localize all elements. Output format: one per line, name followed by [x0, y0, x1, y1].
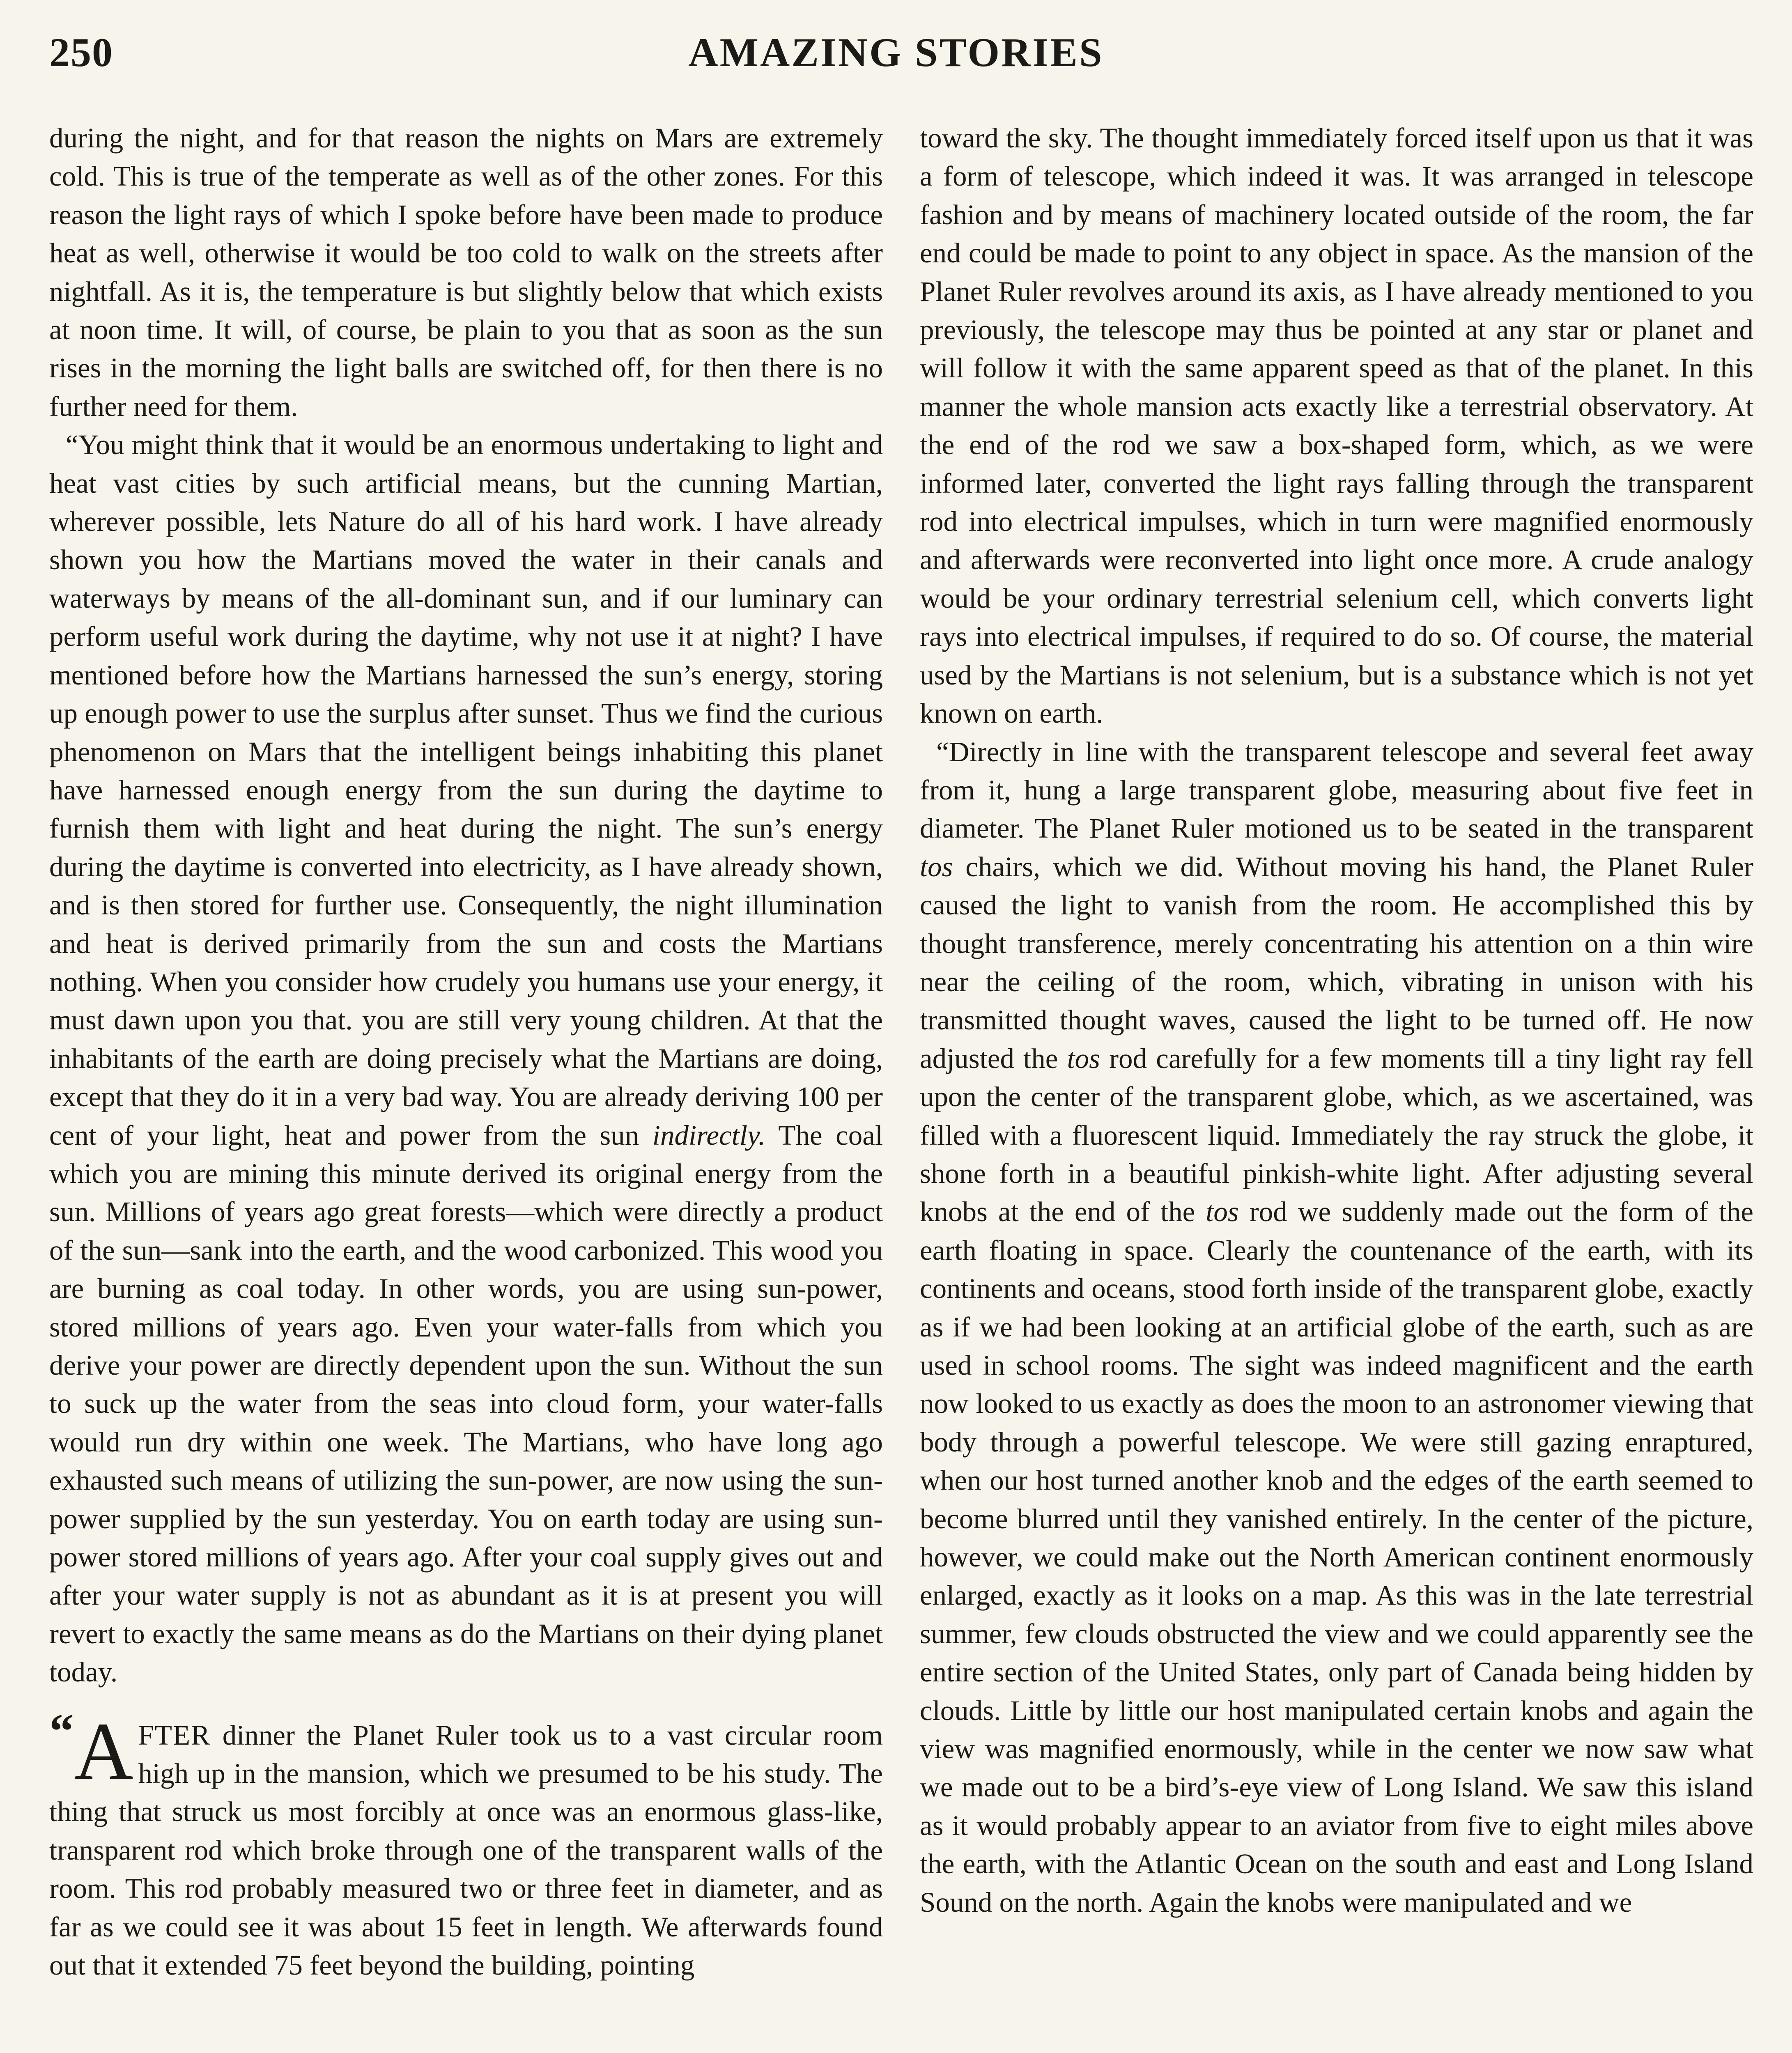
emphasis-text: tos [1067, 1043, 1100, 1074]
paragraph-text: “You might think that it would be an enormous undertaking to light and heat vast cities by such artificial means, but the cunning Martian, wherever possible, lets Nature do all of his hard work. I have already shown you how the Martians moved the water in their canals and waterways by means of the all-dominant sun, and if our luminary can perform useful work during the daytime, why not use it at night? I have mentioned before how the Martians harnessed the sun’s energy, storing up enough power to use the surplus after sunset. Thus we find the curious phenomenon on Mars that the intelligent beings inhabiting this planet have harnessed enough energy from the sun during the daytime to furnish them with light and heat during the night. The sun’s energy during the daytime is converted into electricity, as I have already shown, and is then stored for further use. Consequently, the night illumination and heat is derived primarily from the sun and costs the Martians nothing. When you consider how crudely you humans use your energy, it must dawn upon you that. you are still very young children. At that the inhabitants of the earth are doing precisely what the Martians are doing, except that they do it in a very bad way. You are already deriving 100 per cent of your light, heat and power from the sun [49, 429, 883, 1151]
paragraph-text: The coal which you are mining this minute derived its original energy from the sun. Millions of years ago great forests—which were directly a product of the sun—sank into the earth, and the wood carbonized. This wood you are burning as coal today. In other words, you are using sun-power, stored millions of years ago. Even your water-falls from which you derive your power are directly dependent upon the sun. Without the sun to suck up the water from the seas into cloud form, your water-falls would run dry within one week. The Martians, who have long ago exhausted such means of utilizing the sun-power, are now using the sun-power supplied by the sun yesterday. You on earth today are using sun-power stored millions of years ago. After your coal supply gives out and after your water supply is not as abundant as it is at present you will revert to exactly the same means as do the Martians on their dying planet today. [49, 1119, 883, 1688]
paragraph [920, 119, 1753, 733]
paragraph-text: during the night, and for that reason the nights on Mars are extremely cold. This is true of the temperate as well as of the other zones. For this reason the light rays of which I spoke before have been made to produce heat as well, otherwise it would be too cold to walk on the streets after nightfall. As it is, the temperature is but slightly below that which exists at noon time. It will, of course, be plain to you that as soon as the sun rises in the morning the light balls are switched off, for then there is no further need for them. [49, 122, 883, 422]
emphasis-text: tos [920, 851, 953, 882]
left-column [49, 119, 883, 1985]
drop-cap-letter: A [74, 1706, 133, 1797]
paragraph [49, 119, 883, 426]
paragraph-text: dinner the Planet Ruler took us to a vast circular room high up in the mansion, which we presumed to be his study. The thing that struck us most forcibly at once was an enormous glass-like, transparent rod which broke through one of the transparent walls of the room. This rod probably measured two or three feet in diameter, and as far as we could see it was about 15 feet in length. We afterwards found out that it extended 75 feet beyond the building, pointing [49, 1719, 883, 1981]
right-column [920, 119, 1753, 1922]
page-number: 250 [49, 30, 113, 75]
paragraph-text: rod carefully for a few moments till a tiny light ray fell upon the center of the transparent globe, which, as we ascertained, was filled with a fluorescent liquid. Immediately the ray struck the globe, it shone forth in a beautiful pinkish-white light. After adjusting several knobs at the end of the [920, 1043, 1753, 1228]
running-title: AMAZING STORIES [688, 30, 1104, 75]
emphasis-text: tos [1206, 1196, 1239, 1228]
page-header [49, 29, 1743, 103]
small-caps-lead: FTER [138, 1719, 211, 1751]
paragraph-text: toward the sky. The thought immediately forced itself upon us that it was a form of telescope, which indeed it was. It was arranged in telescope fashion and by means of machinery located outside of the room, the far end could be made to point to any object in space. As the mansion of the Planet Ruler revolves around its axis, as I have already mentioned to you previously, the telescope may thus be pointed at any star or planet and will follow it with the same apparent speed as that of the planet. In this manner the whole mansion acts exactly like a terrestrial observatory. At the end of the rod we saw a box-shaped form, which, as we were informed later, converted the light rays falling through the transparent rod into electrical impulses, which in turn were magnified enormously and afterwards were reconverted into light once more. A crude analogy would be your ordinary terrestrial selenium cell, which converts light rays into electrical impulses, if required to do so. Of course, the material used by the Martians is not selenium, but is a substance which is not yet known on earth. [920, 122, 1753, 729]
opening-quote: “ [49, 1703, 74, 1758]
emphasis-text: indirectly. [652, 1119, 766, 1151]
paragraph-text: rod we suddenly made out the form of the earth floating in space. Clearly the countenance of the earth, with its continents and oceans, stood forth inside of the transparent globe, exactly as if we had been looking at an artificial globe of the earth, such as are used in school rooms. The sight was indeed magnificent and the earth now looked to us exactly as does the moon to an astronomer viewing that body through a powerful telescope. We were still gazing enraptured, when our host turned another knob and the edges of the earth seemed to become blurred until they vanished entirely. In the center of the picture, however, we could make out the North American continent enormously enlarged, exactly as it looks on a map. As this was in the late terrestrial summer, few clouds obstructed the view and we could apparently see the entire section of the United States, only part of Canada being hidden by clouds. Little by little our host manipulated certain knobs and again the view was magnified enormously, while in the center we now saw what we made out to be a bird’s-eye view of Long Island. We saw this island as it would probably appear to an aviator from five to eight miles above the earth, with the Atlantic Ocean on the south and east and Long Island Sound on the north. Again the knobs were manipulated and we [920, 1196, 1753, 1918]
section-opening-paragraph [49, 1703, 883, 1985]
paragraph-text: chairs, which we did. Without moving his hand, the Planet Ruler caused the light to vanish from the room. He accomplished this by thought transference, merely concentrating his attention on a thin wire near the ceiling of the room, which, vibrating in unison with his transmitted thought waves, caused the light to be turned off. He now adjusted the [920, 851, 1753, 1074]
paragraph [49, 426, 883, 1691]
drop-cap [49, 1703, 133, 1797]
paragraph [920, 733, 1753, 1922]
paragraph-text: “Directly in line with the transparent telescope and several feet away from it, hung a large transparent globe, measuring about five feet in diameter. The Planet Ruler motioned us to be seated in the transparent [920, 736, 1753, 844]
